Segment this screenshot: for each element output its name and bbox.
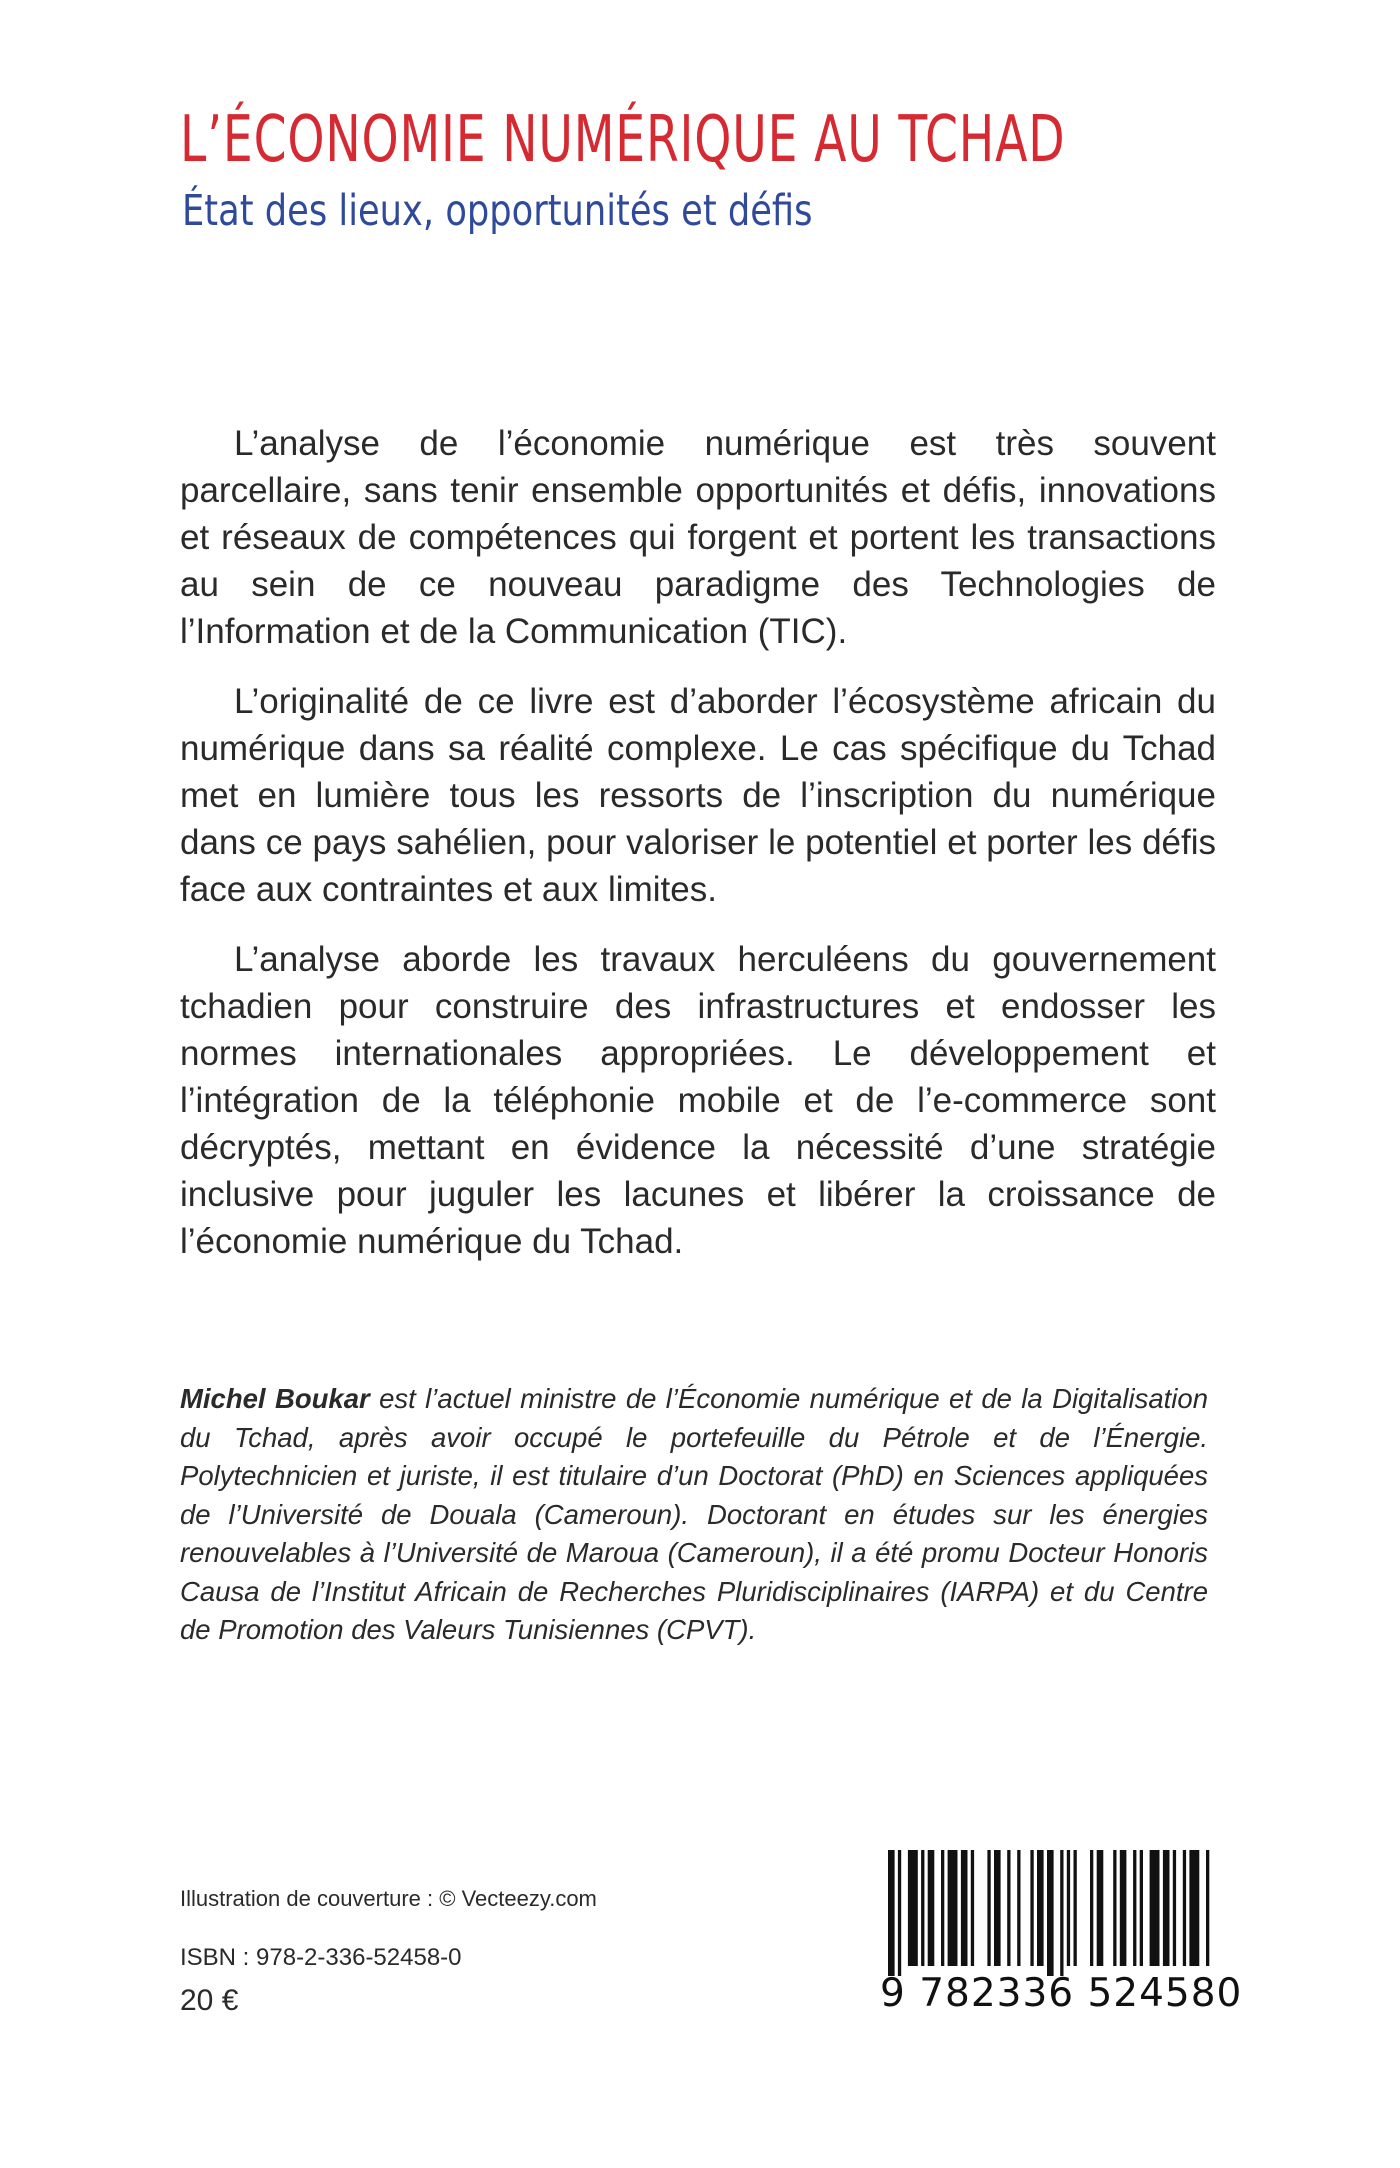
barcode-bars-icon [880, 1850, 1210, 1976]
barcode-bar [921, 1850, 924, 1966]
barcode-bar [908, 1850, 918, 1966]
barcode-bar [888, 1850, 895, 1976]
author-bio-text: est l’actuel ministre de l’Économie numérique et de la Digitalisation du Tchad, après avoir occupé le portefeuille du Pétrole et de l’Énergie. Polytechnicien et juriste, il est titulaire d’un Doctorat (PhD) en Sciences appliquées de l’Université de Douala (Cameroun). Doctorant en études sur les énergies renouvelables à l’Université de Maroua (Cameroun), il a été promu Docteur Honoris Causa de l’Institut Africain de Recherches Pluridisciplinaires (IARPA) et du Centre de Promotion des Valeurs Tunisiennes (CPVT). [180, 1383, 1209, 1645]
summary-paragraph-3: L’analyse aborde les travaux herculéens du gouvernement tchadien pour construire des infrastructures et endosser les normes internationales appropriées. Le développement et l’intégration de la téléphonie mobile et de l’e-commerce sont décryptés, mettant en évidence la nécessité d’une stratégie inclusive pour juguler les lacunes et libérer la croissance de l’économie numérique du Tchad. [180, 940, 1216, 1261]
barcode-bar [1163, 1850, 1170, 1966]
barcode-bar [1113, 1850, 1116, 1966]
barcode-bar [1120, 1850, 1127, 1966]
barcode-bar [1037, 1850, 1044, 1966]
barcode-bar [1067, 1850, 1070, 1966]
isbn: ISBN : 978-2-336-52458-0 [180, 1944, 462, 1971]
barcode-bar [928, 1850, 935, 1966]
price: 20 € [180, 1984, 239, 2017]
barcode-bar [1097, 1850, 1104, 1966]
barcode-bar [941, 1850, 944, 1966]
barcode-bar [1140, 1850, 1143, 1966]
barcode-bar [987, 1850, 990, 1966]
illustration-credit: Illustration de couverture : © Vecteezy.com [180, 1886, 597, 1911]
author-name: Michel Boukar [180, 1383, 370, 1414]
barcode-bar [1007, 1850, 1010, 1966]
barcode-bar [1074, 1850, 1077, 1966]
author-bio [180, 1380, 1208, 1650]
barcode-bar [1206, 1850, 1209, 1966]
barcode-bar [1189, 1850, 1199, 1966]
summary-paragraph-1: L’analyse de l’économie numérique est très souvent parcellaire, sans tenir ensemble opportunités et défis, innovations et réseaux de compétences qui forgent et portent les transactions au sein de ce nouveau paradigme des Technologies de l’Information et de la Communication (TIC). [180, 424, 1216, 651]
barcode-bar [1030, 1850, 1033, 1966]
barcode-bar [1183, 1850, 1186, 1966]
barcode-bar [1047, 1850, 1054, 1976]
barcode-bar [1017, 1850, 1020, 1966]
summary-paragraph-2: L’originalité de ce livre est d’aborder l’écosystème africain du numérique dans sa réalité complexe. Le cas spécifique du Tchad met en lumière tous les ressorts de l’inscription du numérique dans ce pays sahélien, pour valoriser le potentiel et porter les défis face aux contraintes et aux limites. [180, 682, 1216, 909]
barcode-bar [1090, 1850, 1093, 1966]
barcode-bar [961, 1850, 968, 1966]
barcode-bar [1150, 1850, 1160, 1966]
barcode-digits: 9 782336 524580 [880, 1971, 1243, 2016]
book-title: L’ÉCONOMIE NUMÉRIQUE AU TCHAD [180, 103, 1066, 177]
barcode-bar [1173, 1850, 1176, 1966]
barcode-bar [898, 1850, 901, 1976]
barcode-bar [994, 1850, 1001, 1966]
barcode [880, 1850, 1243, 2020]
barcode-bar [971, 1850, 974, 1966]
barcode-bar [1133, 1850, 1136, 1966]
summary [180, 420, 1216, 1288]
barcode-bar [948, 1850, 958, 1966]
book-subtitle: État des lieux, opportunités et défis [182, 186, 813, 236]
barcode-bar [1060, 1850, 1063, 1976]
